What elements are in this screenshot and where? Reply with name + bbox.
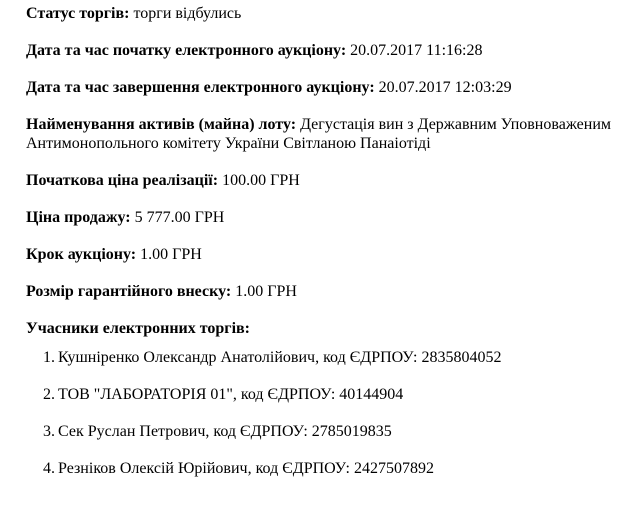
participant-row-4 (43, 459, 626, 478)
field-sale-price (26, 208, 626, 227)
auction-end-label: Дата та час завершення електронного аукціону: (26, 79, 375, 96)
participant-2-number: 2. (43, 386, 55, 403)
field-lot-name (26, 115, 626, 153)
participant-4-text: Резніков Олексій Юрійович, код ЄДРПОУ: 2427507892 (58, 460, 434, 477)
field-auction-step (26, 245, 626, 264)
sale-price-value: 5 777.00 ГРН (134, 209, 225, 226)
participant-row-3 (43, 422, 626, 441)
starting-price-label: Початкова ціна реалізації: (26, 172, 219, 189)
guarantee-deposit-label: Розмір гарантійного внеску: (26, 283, 232, 300)
field-guarantee-deposit (26, 282, 626, 301)
participant-3-text: Сек Руслан Петрович, код ЄДРПОУ: 2785019835 (58, 423, 392, 440)
field-auction-start-datetime (26, 41, 626, 60)
participant-row-1 (43, 348, 626, 367)
auction-start-label: Дата та час початку електронного аукціону: (26, 42, 347, 59)
participant-row-2 (43, 385, 626, 404)
participant-1-number: 1. (43, 349, 55, 366)
field-starting-price (26, 171, 626, 190)
participant-1-text: Кушніренко Олександр Анатолійович, код ЄДРПОУ: 2835804052 (58, 349, 502, 366)
participants-list (26, 348, 626, 478)
participants-heading: Учасники електронних торгів: (26, 320, 250, 337)
sale-price-label: Ціна продажу: (26, 209, 131, 226)
field-auction-status (26, 4, 626, 23)
auction-end-value: 20.07.2017 12:03:29 (378, 79, 512, 96)
participant-3-number: 3. (43, 423, 55, 440)
guarantee-deposit-value: 1.00 ГРН (235, 283, 297, 300)
auction-status-label: Статус торгів: (26, 5, 130, 22)
auction-step-label: Крок аукціону: (26, 246, 137, 263)
auction-start-value: 20.07.2017 11:16:28 (350, 42, 483, 59)
starting-price-value: 100.00 ГРН (222, 172, 300, 189)
field-auction-end-datetime (26, 78, 626, 97)
auction-status-value: торги відбулись (133, 5, 242, 22)
lot-name-value: Дегустація вин з Державним Уповноваженим Антимонопольного комітету України Світланою Панаіотіді (26, 116, 612, 152)
auction-step-value: 1.00 ГРН (140, 246, 202, 263)
lot-name-label: Найменування активів (майна) лоту: (26, 116, 297, 133)
participant-2-text: ТОВ "ЛАБОРАТОРІЯ 01", код ЄДРПОУ: 40144904 (58, 386, 404, 403)
participant-4-number: 4. (43, 460, 55, 477)
